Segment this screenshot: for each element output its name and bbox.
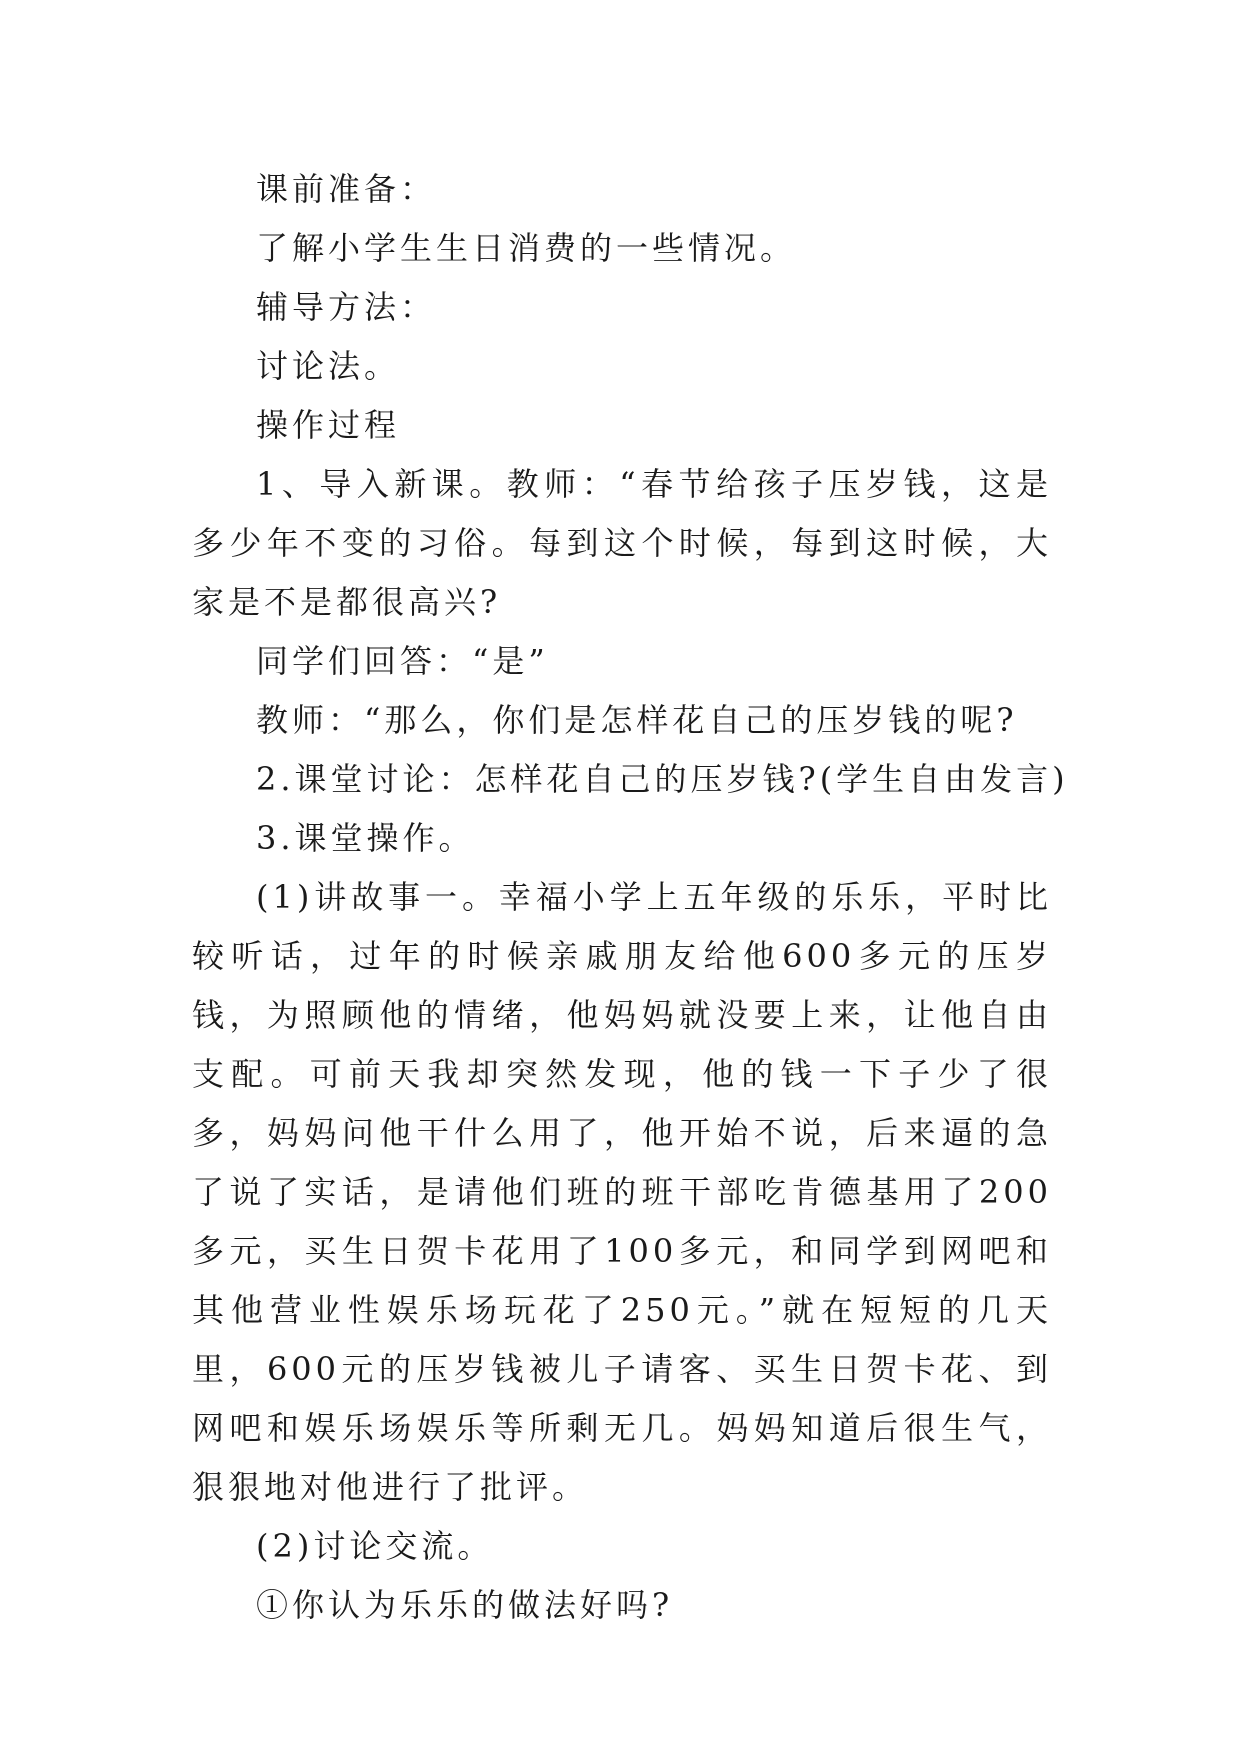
- discussion-exchange: (2)讨论交流。: [256, 1527, 494, 1565]
- story-one: (1)讲故事一。幸福小学上五年级的乐乐，平时比较听话，过年的时候亲戚朋友给他600多元的压岁钱，为照顾他的情绪，他妈妈就没要上来，让他自由支配。可前天我却突然发现，他的钱一下子少了很多，妈妈问他干什么用了，他开始不说，后来逼的急了说了实话，是请他们班的班干部吃肯德基用了200多元，买生日贺卡花用了100多元，和同学到网吧和其他营业性娱乐场玩花了250元。”就在短短的几天里，600元的压岁钱被儿子请客、买生日贺卡花、到网吧和娱乐场娱乐等所剩无几。妈妈知道后很生气，狠狠地对他进行了批评。: [192, 878, 1052, 1506]
- students-answer: 同学们回答：“是”: [256, 642, 549, 680]
- step-1-intro: 1、导入新课。教师：“春节给孩子压岁钱，这是多少年不变的习俗。每到这个时候，每到这时候，大家是不是都很高兴?: [192, 465, 1052, 621]
- document-body: [192, 160, 1069, 1635]
- step-2-discussion: 2.课堂讨论：怎样花自己的压岁钱?(学生自由发言): [256, 760, 1069, 798]
- teacher-question: 教师：“那么，你们是怎样花自己的压岁钱的呢?: [256, 701, 1018, 739]
- heading-preparation: 课前准备：: [256, 170, 437, 208]
- step-3-operation: 3.课堂操作。: [256, 819, 475, 857]
- heading-method: 辅导方法：: [256, 288, 437, 326]
- preparation-text: 了解小学生生日消费的一些情况。: [256, 229, 797, 267]
- method-text: 讨论法。: [256, 347, 401, 385]
- question-1: ①你认为乐乐的做法好吗?: [256, 1586, 674, 1624]
- heading-process: 操作过程: [256, 406, 401, 444]
